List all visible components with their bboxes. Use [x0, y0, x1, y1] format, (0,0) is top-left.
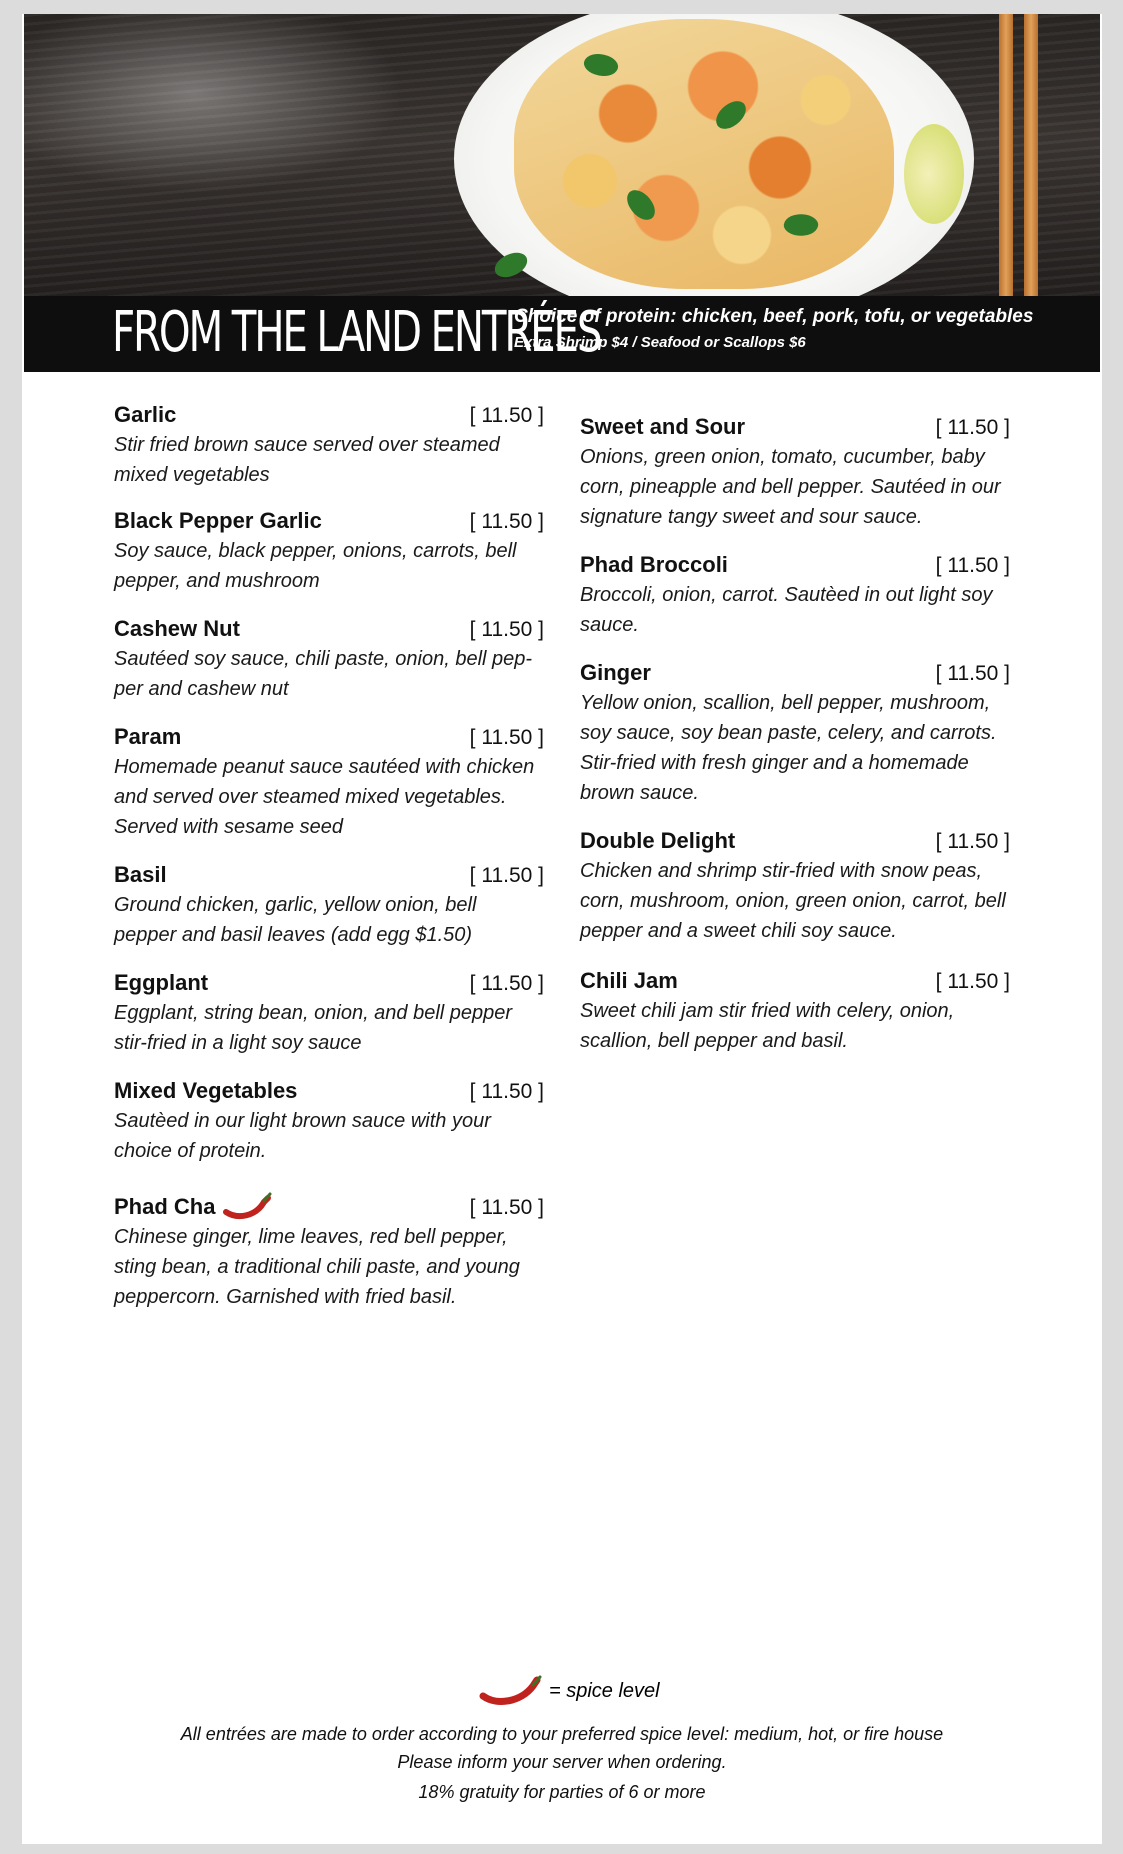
- menu-item: [114, 1078, 544, 1166]
- item-price: [ 11.50 ]: [469, 972, 544, 995]
- item-price: [ 11.50 ]: [469, 618, 544, 641]
- item-name: Eggplant: [114, 970, 209, 995]
- hero-food-photo: [24, 14, 1100, 296]
- menu-item: [114, 508, 544, 596]
- chili-pepper-icon: [477, 1674, 543, 1708]
- item-price: [ 11.50 ]: [935, 416, 1010, 439]
- item-price: [ 11.50 ]: [469, 864, 544, 887]
- section-title: FROM THE LAND ENTRÉES: [112, 300, 601, 365]
- item-price: [ 11.50 ]: [935, 554, 1010, 577]
- menu-item: [580, 660, 1010, 808]
- item-name: Chili Jam: [580, 968, 678, 993]
- item-description: Sautèed in our light brown sauce with your choice of protein.: [114, 1110, 491, 1162]
- item-description: Eggplant, string bean, onion, and bell pepper stir-fried in a light soy sauce: [114, 1002, 513, 1054]
- extra-note: Extra Shrimp $4 / Seafood or Scallops $6: [514, 334, 806, 351]
- item-description: Sautéed soy sauce, chili paste, onion, bell pep- per and cashew nut: [114, 648, 533, 700]
- item-price: [ 11.50 ]: [935, 970, 1010, 993]
- protein-note: Choice of protein: chicken, beef, pork, tofu, or vegetables: [514, 306, 1034, 327]
- menu-item: [580, 414, 1010, 532]
- item-description: Yellow onion, scallion, bell pepper, mushroom, soy sauce, soy bean paste, celery, and carrots. Stir-fried with fresh ginger and a homemade brown sauce.: [580, 692, 997, 804]
- menu-item: [114, 724, 544, 842]
- item-name: Ginger: [580, 660, 651, 685]
- item-name: Mixed Vegetables: [114, 1078, 298, 1103]
- menu-item: [580, 968, 1010, 1056]
- item-price: [ 11.50 ]: [469, 510, 544, 533]
- item-description: Ground chicken, garlic, yellow onion, bell pepper and basil leaves (add egg $1.50): [114, 894, 477, 946]
- menu-item: [114, 970, 544, 1058]
- item-description: Homemade peanut sauce sautéed with chicken and served over steamed mixed vegetables. Served with sesame seed: [114, 756, 535, 838]
- lime-wedge: [904, 124, 964, 224]
- item-price: [ 11.50 ]: [935, 662, 1010, 685]
- menu-item: [114, 862, 544, 950]
- legend-text: = spice level: [549, 1680, 660, 1702]
- item-price: [ 11.50 ]: [469, 726, 544, 749]
- item-name: Cashew Nut: [114, 616, 240, 641]
- menu-item: [114, 1194, 544, 1312]
- item-name: Phad Broccoli: [580, 552, 728, 577]
- item-name: Black Pepper Garlic: [114, 508, 322, 533]
- item-description: Stir fried brown sauce served over steamed mixed vegetables: [114, 434, 500, 486]
- item-price: [ 11.50 ]: [469, 1196, 544, 1219]
- chili-pepper-icon: [222, 1192, 272, 1222]
- spice-legend: [477, 1674, 697, 1708]
- item-description: Onions, green onion, tomato, cucumber, baby corn, pineapple and bell pepper. Sautéed in our signature tangy sweet and sour sauce.: [580, 446, 1001, 528]
- item-description: Broccoli, onion, carrot. Sautèed in out light soy sauce.: [580, 584, 993, 636]
- item-name: Param: [114, 724, 182, 749]
- item-price: [ 11.50 ]: [469, 1080, 544, 1103]
- menu-item: [580, 828, 1010, 946]
- menu-item: [114, 616, 544, 704]
- footer-spice-note: All entrées are made to order according to your preferred spice level: medium, hot, or fire house: [180, 1724, 944, 1744]
- item-description: Chinese ginger, lime leaves, red bell pepper, sting bean, a traditional chili paste, and young peppercorn. Garnished with fried basil.: [114, 1226, 520, 1308]
- footer-order-note: Please inform your server when ordering.: [397, 1752, 727, 1772]
- item-name: Sweet and Sour: [580, 414, 746, 439]
- shrimp-noodle-dish: [514, 19, 894, 289]
- item-name: Basil: [114, 862, 167, 887]
- item-description: Soy sauce, black pepper, onions, carrots, bell pepper, and mushroom: [114, 540, 517, 592]
- item-price: [ 11.50 ]: [469, 404, 544, 427]
- item-description: Sweet chili jam stir fried with celery, onion, scallion, bell pepper and basil.: [580, 1000, 955, 1052]
- item-price: [ 11.50 ]: [935, 830, 1010, 853]
- chopstick: [1024, 14, 1038, 296]
- menu-item: [580, 552, 1010, 640]
- footer-gratuity-note: 18% gratuity for parties of 6 or more: [418, 1782, 706, 1802]
- section-banner: [24, 296, 1100, 372]
- item-description: Chicken and shrimp stir-fried with snow peas, corn, mushroom, onion, green onion, carrot, bell pepper and a sweet chili soy sauce.: [580, 860, 1006, 942]
- item-name: Phad Cha: [114, 1194, 216, 1219]
- item-name: Garlic: [114, 402, 177, 427]
- menu-page: [22, 14, 1102, 1844]
- chopstick: [999, 14, 1013, 296]
- menu-item: [114, 402, 544, 490]
- item-name: Double Delight: [580, 828, 736, 853]
